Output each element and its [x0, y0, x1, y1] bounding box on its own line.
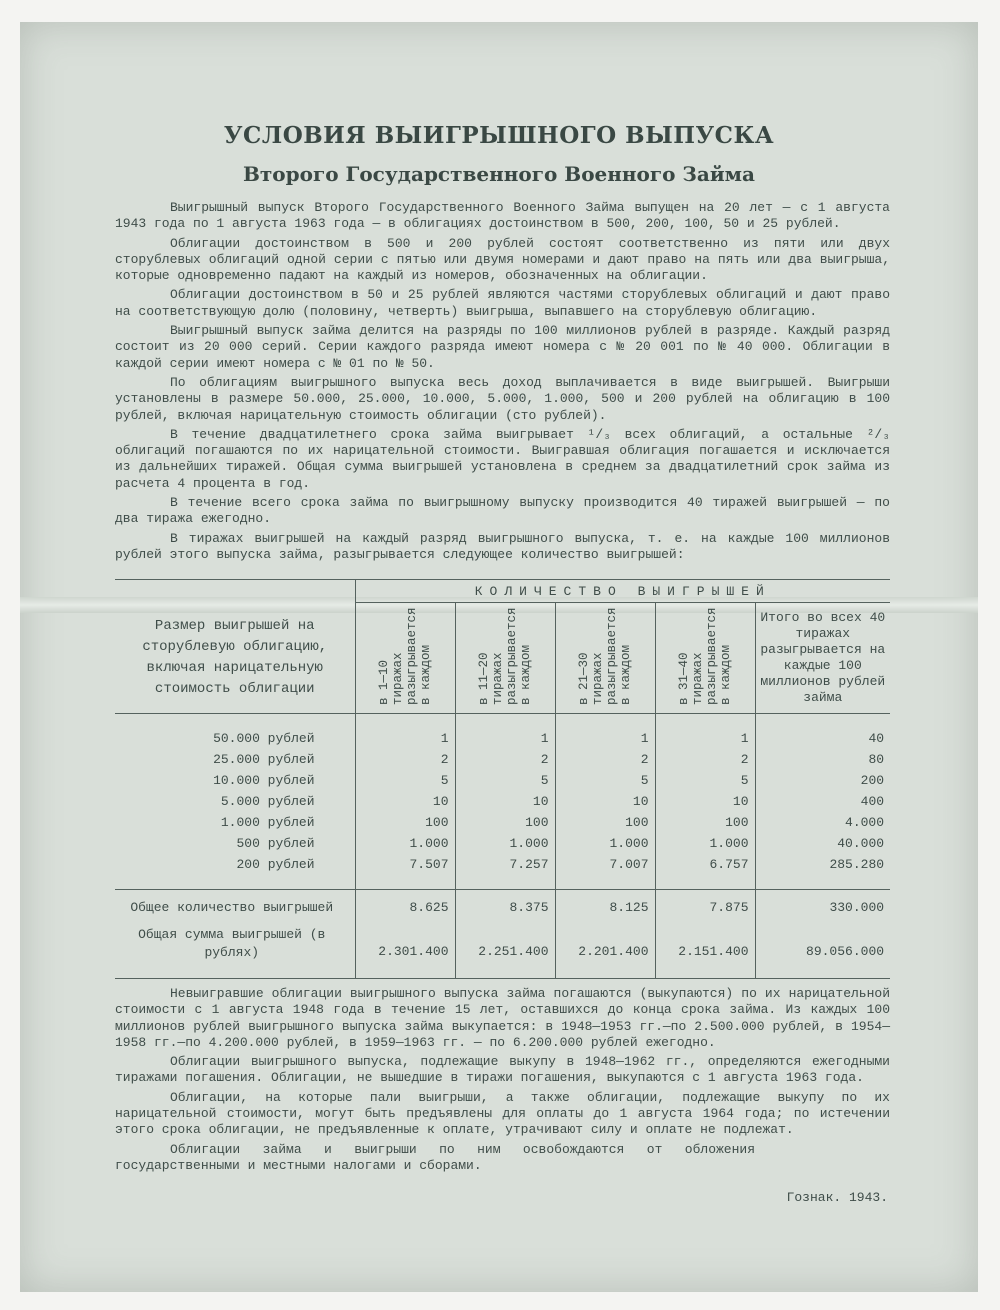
table-row: 5.000 рублей 10 10 10 10 400	[115, 791, 890, 812]
column-header: в 21—30 тиражах разыгрывается в каждом	[555, 603, 655, 714]
table-group-header-row	[115, 580, 890, 603]
paragraph: Выигрышный выпуск Второго Государственного Военного Займа выпущен на 20 лет — с 1 августа 1943 года по 1 августа 1963 года — в облигациях достоинством в 500, 200, 100, 50 и 25 рублей.	[115, 200, 890, 232]
bond-sheet	[20, 22, 978, 1292]
column-header: в 31—40 тиражах разыгрывается в каждом	[655, 603, 755, 714]
table-row: 500 рублей 1.000 1.000 1.000 1.000 40.000	[115, 833, 890, 854]
closing-text	[115, 986, 890, 1174]
intro-text	[115, 200, 890, 563]
paragraph: Выигрышный выпуск займа делится на разряды по 100 миллионов рублей в разряде. Каждый разряд состоит из 20 000 серий. Серии каждого разряда имеют номера с № 20 001 по № 40 000. Облигации в каждой серии имеют номера с № 01 по № 50.	[115, 323, 890, 371]
paragraph: Облигации достоинством в 500 и 200 рублей состоят соответственно из пяти или двух сторублевых облигаций одной серии с пятью или двумя номерами и дают право на пять или два выигрыша, которые одновременно падают на каждый из номеров, обозначенных на облигации.	[115, 235, 890, 284]
column-header: в 1—10 тиражах разыгрывается в каждом	[355, 603, 455, 714]
paragraph: Облигации достоинством в 50 и 25 рублей являются частями сторублевых облигаций и дают право на соответствующую долю (половину, четверть) выигрыша, выпавшего на сторублевую облигацию.	[115, 287, 890, 319]
total-count-row: Общее количество выигрышей 8.625 8.375 8.125 7.875 330.000	[115, 889, 890, 926]
first-column-header: Размер выигрышей на сторублевую облигацию, включая нарицательную стоимость облигации	[142, 617, 328, 697]
prize-table	[115, 580, 890, 979]
prize-table-wrap	[115, 579, 890, 979]
paragraph: В течение двадцатилетнего срока займа выигрывает ¹/₃ всех облигаций, а остальные ²/₃ облигаций погашаются по их нарицательной стоимости. Выигравшая облигация погашается и исключается из дальнейших тиражей. Общая сумма выигрышей установлена в среднем за двадцатилетний срок займа из расчета 4 процента в год.	[115, 426, 890, 491]
page-title: УСЛОВИЯ ВЫИГРЫШНОГО ВЫПУСКА	[223, 122, 775, 149]
paragraph: Облигации, на которые пали выигрыши, а также облигации, подлежащие выкупу по их нарицательной стоимости, могут быть предъявлены для оплаты до 1 августа 1964 года; по истечении этого срока облигации, не предъявленные к оплате, утрачивают силу и оплате не подлежат.	[115, 1089, 890, 1138]
paragraph: Невыигравшие облигации выигрышного выпуска займа погашаются (выкупаются) по их нарицательной стоимости с 1 августа 1948 года в течение 15 лет, оставшихся до конца срока займа. Из каждых 100 миллионов рублей выигрышного выпуска займа выкупается: в 1948—1953 гг.—по 2.500.000 рублей, в 1954—1958 гг.—по 4.200.000 рублей, в 1959—1963 гг. — по 6.200.000 рублей ежегодно.	[115, 986, 890, 1050]
table-row: 200 рублей 7.507 7.257 7.007 6.757 285.280	[115, 854, 890, 875]
table-row: 1.000 рублей 100 100 100 100 4.000	[115, 812, 890, 833]
paragraph: Облигации выигрышного выпуска, подлежащие выкупу в 1948—1962 гг., определяются ежегодными тиражами погашения. Облигации, не вышедшие в тиражи погашения, выкупаются с 1 августа 1963 года.	[115, 1054, 890, 1086]
table-row: 25.000 рублей 2 2 2 2 80	[115, 749, 890, 770]
paragraph: В тиражах выигрышей на каждый разряд выигрышного выпуска, т. е. на каждые 100 миллионов рублей этого выпуска займа, разыгрывается следующее количество выигрышей:	[115, 530, 890, 562]
column-header: в 11—20 тиражах разыгрывается в каждом	[455, 603, 555, 714]
total-column-header: Итого во всех 40 тиражах разыгрывается на каждые 100 миллионов рублей займа	[755, 603, 890, 714]
printer-mark: Гознак. 1943.	[786, 1190, 888, 1205]
paragraph: В течение всего срока займа по выигрышному выпуску производится 40 тиражей выигрышей — по два тиража ежегодно.	[115, 495, 890, 527]
table-row: 10.000 рублей 5 5 5 5 200	[115, 770, 890, 791]
group-header: КОЛИЧЕСТВО ВЫИГРЫШЕЙ	[355, 580, 890, 603]
total-sum-row: Общая сумма выигрышей (в рублях) 2.301.400 2.251.400 2.201.400 2.151.400 89.056.000	[115, 926, 890, 979]
paragraph: По облигациям выигрышного выпуска весь доход выплачивается в виде выигрышей. Выигрыши установлены в размере 50.000, 25.000, 10.000, 5.000, 1.000, 500 и 200 рублей на облигацию в 100 рублей, включая нарицательную стоимость облигации (сто рублей).	[115, 374, 890, 423]
table-header-row	[115, 603, 890, 714]
paragraph: Облигации займа и выигрыши по ним освобождаются от обложения государственными и местными налогами и сборами.	[115, 1141, 755, 1173]
table-row: 50.000 рублей 1 1 1 1 40	[115, 728, 890, 749]
page-subtitle: Второго Государственного Военного Займа	[243, 162, 755, 186]
